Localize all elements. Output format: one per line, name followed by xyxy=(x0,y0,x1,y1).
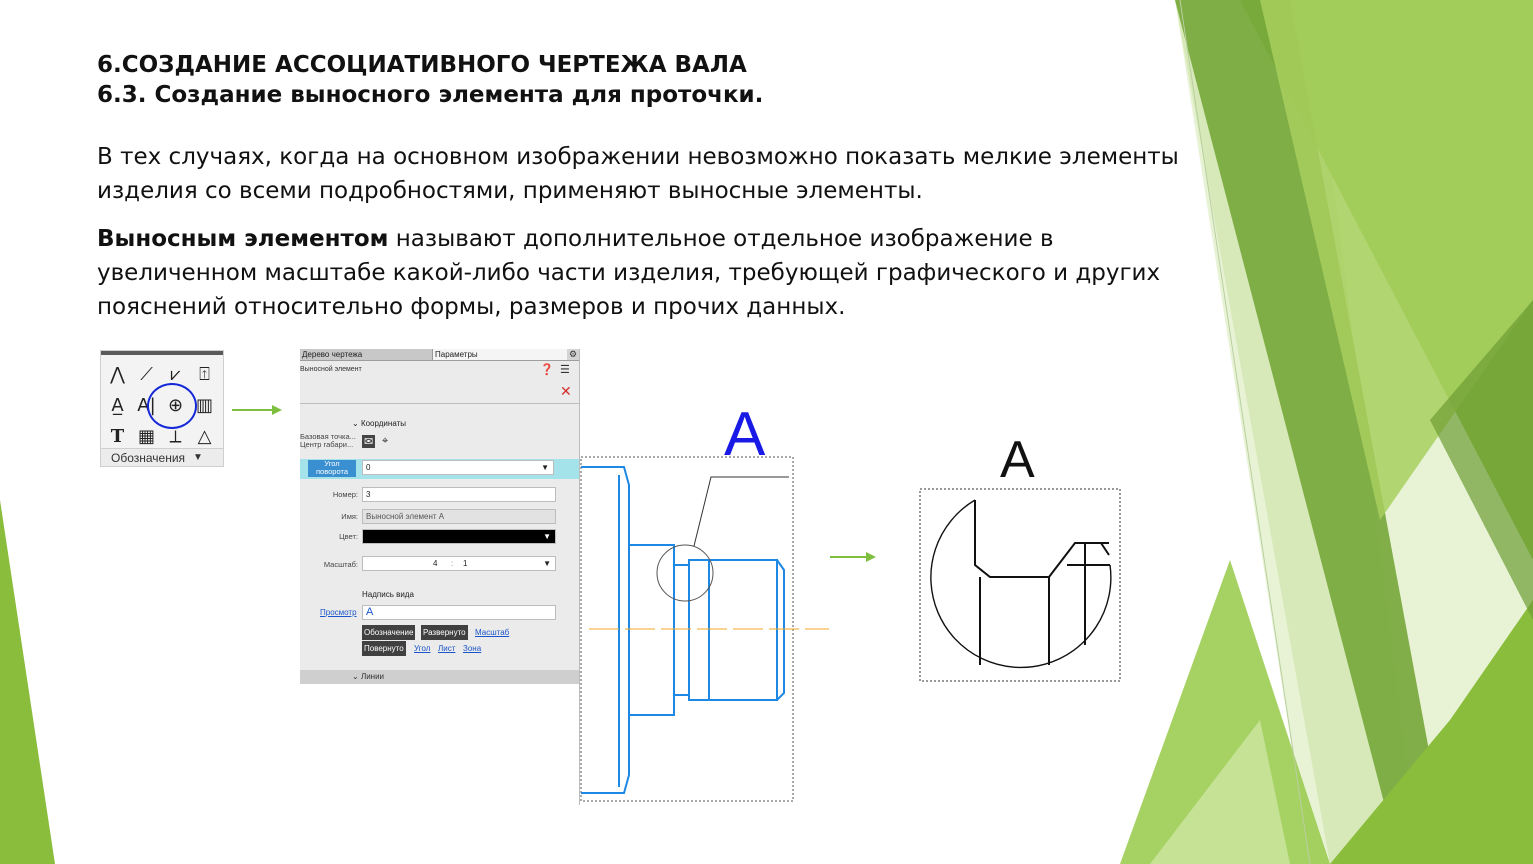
base-mark-icon[interactable]: ⟋ xyxy=(140,364,153,385)
panel-subtitle: Выносной элемент xyxy=(300,366,362,373)
main-view-letter: А xyxy=(724,400,766,469)
view-label-title: Надпись вида xyxy=(362,590,414,599)
preview-link[interactable]: Просмотр xyxy=(320,608,357,617)
paragraph-2 xyxy=(97,222,1187,324)
arrow-icon xyxy=(232,404,282,416)
cut-line-icon[interactable]: ⟂ xyxy=(169,426,182,447)
point-select-icon[interactable]: ✉ xyxy=(364,436,374,448)
main-drawing xyxy=(579,395,839,810)
toolbar-footer[interactable] xyxy=(101,448,223,466)
link-zone[interactable]: Зона xyxy=(463,644,482,653)
section-lines[interactable]: ⌄ Линии xyxy=(300,670,579,684)
slide-title: 6.СОЗДАНИЕ АССОЦИАТИВНОГО ЧЕРТЕЖА ВАЛА xyxy=(97,52,747,78)
table-mark-icon[interactable]: ▥ xyxy=(195,395,213,416)
chevron-down-icon: ▼ xyxy=(543,559,551,568)
name-label: Имя: xyxy=(341,512,358,521)
detail-drawing xyxy=(915,425,1127,687)
triangle-mark-icon[interactable]: △ xyxy=(197,426,212,447)
panel-tabs xyxy=(300,349,579,361)
number-field[interactable]: 3 xyxy=(362,487,556,502)
color-field[interactable] xyxy=(362,529,556,544)
panel-empty-area xyxy=(300,684,579,805)
term-bold: Выносным элементом xyxy=(97,226,389,252)
roughness-icon[interactable]: ⋀ xyxy=(110,364,125,385)
link-scale[interactable]: Масштаб xyxy=(475,628,510,637)
leader-text-icon[interactable]: A̲ xyxy=(111,395,124,416)
slide-heading xyxy=(97,50,763,110)
scale-label: Масштаб: xyxy=(323,560,358,569)
toolbar-topbar xyxy=(101,351,223,355)
scale-numerator: 4 xyxy=(433,559,438,568)
paragraph-1: В тех случаях, когда на основном изображении невозможно показать мелкие элементы изделия со всеми подробностями, применяют выносные элементы. xyxy=(97,144,1179,204)
section-coordinates[interactable]: ⌄ Координаты xyxy=(352,419,407,428)
chip-rotated[interactable]: Повернуто xyxy=(362,641,406,656)
color-label: Цвет: xyxy=(339,532,358,541)
chip-expanded[interactable]: Развернуто xyxy=(421,625,468,640)
tree-icon[interactable]: ☰ xyxy=(560,364,570,376)
toolbar-footer-label: Обозначения xyxy=(111,450,186,465)
parameters-panel xyxy=(300,349,580,805)
base-point-label: Базовая точка... xyxy=(300,432,356,441)
section-lines-label: Линии xyxy=(360,672,385,681)
table-icon[interactable]: ▦ xyxy=(137,426,155,447)
tolerance-icon[interactable]: ⩗ xyxy=(170,364,181,385)
view-letter-field[interactable]: А xyxy=(362,605,556,620)
position-leader-icon[interactable]: A| xyxy=(137,395,156,416)
angle-value: 0 xyxy=(366,463,371,472)
scale-separator: : xyxy=(451,559,454,568)
detail-view-letter: А xyxy=(1000,431,1035,489)
scale-denominator: 1 xyxy=(463,559,468,568)
chevron-down-icon: ▼ xyxy=(541,463,549,472)
close-icon[interactable]: ✕ xyxy=(560,383,572,399)
detail-view-icon[interactable]: ⊕ xyxy=(167,395,184,416)
view-arrow-icon[interactable]: ⍐ xyxy=(199,364,210,385)
chevron-down-icon: ▼ xyxy=(543,532,551,541)
chip-designation[interactable]: Обозначение xyxy=(362,625,415,640)
angle-field[interactable] xyxy=(362,460,554,475)
slide-subtitle: 6.3. Создание выносного элемента для проточки. xyxy=(97,82,764,108)
scale-field[interactable] xyxy=(362,556,556,571)
section-coordinates-label: Координаты xyxy=(360,419,407,428)
number-label: Номер: xyxy=(332,490,358,499)
highlight-circle xyxy=(147,383,197,429)
link-angle[interactable]: Угол xyxy=(414,644,431,653)
chevron-down-icon: ▼ xyxy=(193,452,203,463)
point-pick-icon[interactable]: ⌖ xyxy=(382,435,389,447)
help-icon[interactable]: ❓ xyxy=(540,364,554,376)
angle-label[interactable]: Угол поворота xyxy=(308,460,356,477)
text-icon[interactable]: T xyxy=(110,426,125,447)
arrow-icon xyxy=(830,551,876,563)
link-sheet[interactable]: Лист xyxy=(438,644,456,653)
center-label: Центр габари... xyxy=(300,440,354,449)
paragraph-2-text: называют дополнительное отдельное изображение в увеличенном масштабе какой-либо части изделия, требующей графического и других пояснений относительно формы, размеров и прочих данных. xyxy=(97,226,1161,320)
tab-drawing-tree[interactable]: Дерево чертежа xyxy=(300,349,433,360)
panel-divider xyxy=(300,403,579,404)
tab-parameters[interactable]: Параметры xyxy=(433,349,567,360)
gear-icon[interactable]: ⚙ xyxy=(568,349,578,359)
name-field[interactable]: Выносной элемент А xyxy=(362,509,556,524)
